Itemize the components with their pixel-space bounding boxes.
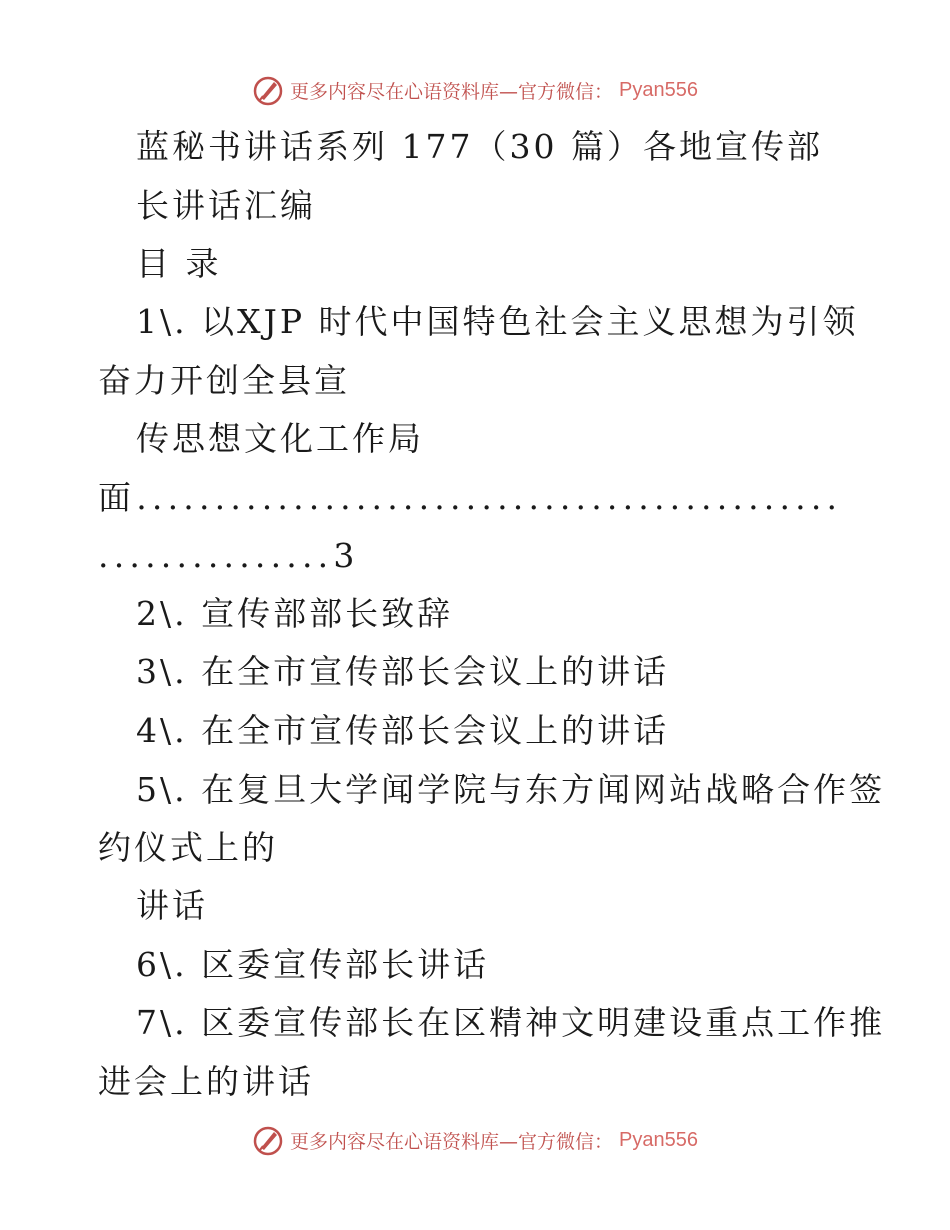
banner-text: 更多内容尽在心语资料库—官方微信： (290, 80, 614, 103)
toc-entry-1-line-1: 1\. 以XJP 时代中国特色社会主义思想为引领 (136, 302, 859, 341)
banner-wechat-id: Pyan556 (619, 1128, 698, 1151)
toc-entry-2: 2\. 宣传部部长致辞 (136, 594, 454, 633)
banner-wechat-id: Pyan556 (619, 78, 698, 101)
toc-entry-5-line-3: 讲话 (136, 886, 208, 925)
document-title-line-2: 长讲话汇编 (136, 186, 316, 225)
document-title-line-1: 蓝秘书讲话系列 177（30 篇）各地宣传部 (136, 127, 823, 166)
toc-entry-1-line-4: 面............................................. (98, 478, 843, 517)
toc-entry-6: 6\. 区委宣传部长讲话 (136, 945, 490, 984)
toc-heading: 目 录 (136, 244, 222, 283)
toc-entry-4: 4\. 在全市宣传部长会议上的讲话 (136, 711, 670, 750)
toc-entry-1-line-2: 奋力开创全县宣 (98, 361, 350, 400)
toc-entry-7-line-2: 进会上的讲话 (98, 1062, 314, 1101)
toc-entry-3: 3\. 在全市宣传部长会议上的讲话 (136, 652, 670, 691)
quill-pen-logo-icon (252, 1124, 284, 1156)
toc-entry-7-line-1: 7\. 区委宣传部长在区精神文明建设重点工作推 (136, 1003, 886, 1042)
toc-entry-5-line-1: 5\. 在复旦大学闻学院与东方闻网站战略合作签 (136, 770, 886, 809)
toc-entry-1-page-line: ...............3 (98, 536, 360, 575)
toc-entry-5-line-2: 约仪式上的 (98, 828, 278, 867)
toc-entry-1-line-3: 传思想文化工作局 (136, 419, 424, 458)
banner-text: 更多内容尽在心语资料库—官方微信： (290, 1130, 614, 1153)
footer-banner (0, 1120, 950, 1160)
